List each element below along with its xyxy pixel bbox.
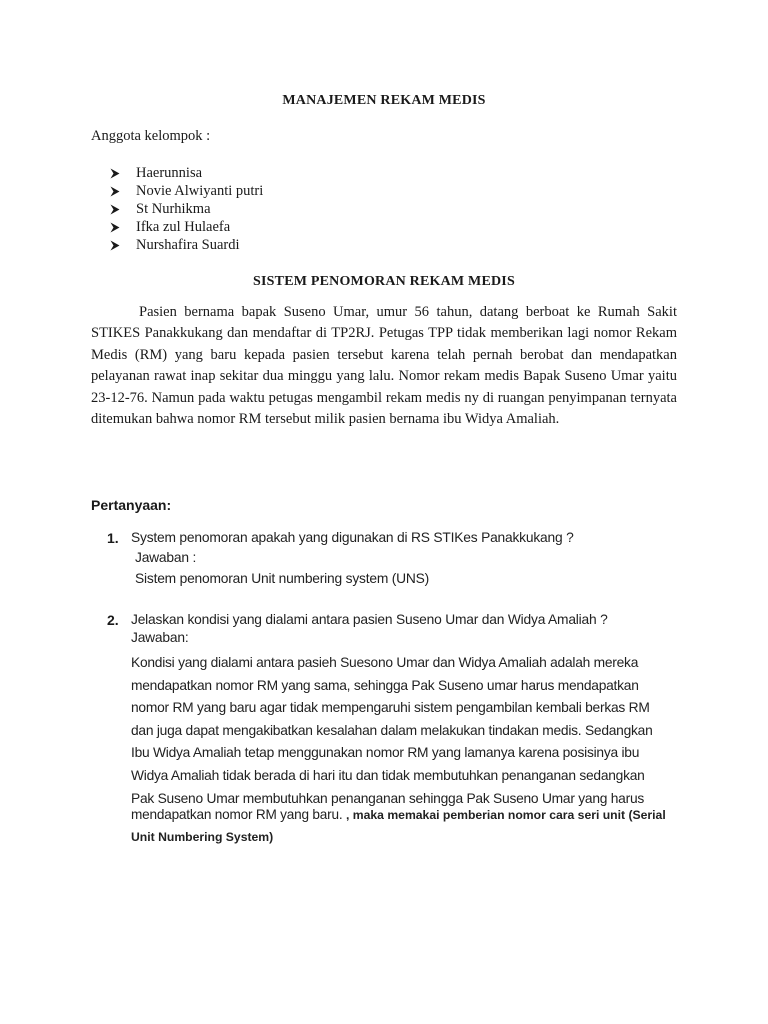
questions-header: Pertanyaan: [91, 497, 172, 513]
member-name: Haerunnisa [136, 165, 203, 181]
question-text: Jelaskan kondisi yang dialami antara pasien Suseno Umar dan Widya Amaliah ? [131, 612, 608, 627]
conclusion-text: mendapatkan nomor RM yang baru. [131, 807, 346, 822]
group-members-label: Anggota kelompok : [91, 128, 211, 144]
list-item [110, 218, 263, 236]
list-item [110, 200, 263, 218]
answer-2-conclusion [131, 804, 691, 848]
answer-line: Widya Amaliah tidak berada di hari itu dan tidak membutuhkan penanganan sedangkan [131, 767, 645, 783]
arrowhead-bullet-icon [110, 240, 136, 251]
answer-line: nomor RM yang baru agar tidak mempengaruhi sistem pengambilan kembali berkas RM [131, 700, 650, 716]
answer-label: Jawaban: [131, 630, 189, 645]
answer-2-body [131, 652, 661, 810]
answer-line: Ibu Widya Amaliah tetap menggunakan nomor RM yang lamanya karena posisinya ibu [131, 745, 640, 761]
list-item [110, 236, 263, 254]
member-list [110, 164, 263, 254]
answer-text: Sistem penomoran Unit numbering system (UNS) [135, 571, 430, 586]
section-title: SISTEM PENOMORAN REKAM MEDIS [253, 274, 515, 289]
member-name: St Nurhikma [136, 201, 211, 217]
answer-line: dan juga dapat mengakibatkan kesalahan dalam melakukan tindakan medis. Sedangkan [131, 722, 653, 738]
answer-line: Kondisi yang dialami antara pasieh Suesono Umar dan Widya Amaliah adalah mereka [131, 655, 639, 670]
arrowhead-bullet-icon [110, 222, 136, 233]
arrowhead-bullet-icon [110, 168, 136, 179]
arrowhead-bullet-icon [110, 204, 136, 215]
member-name: Novie Alwiyanti putri [136, 183, 264, 199]
arrowhead-bullet-icon [110, 186, 136, 197]
member-name: Nurshafira Suardi [136, 237, 240, 253]
conclusion-bold-text: , maka memakai pemberian nomor cara seri unit (Serial Unit Numbering System) [131, 808, 666, 844]
list-item [110, 164, 263, 182]
answer-line: Pak Suseno Umar membutuhkan penanganan sehingga Pak Suseno Umar yang harus [131, 790, 645, 806]
question-text: System penomoran apakah yang digunakan di RS STIKes Panakkukang ? [131, 530, 574, 545]
document-title: MANAJEMEN REKAM MEDIS [282, 93, 486, 108]
question-number: 2. [107, 612, 119, 628]
list-item [110, 182, 263, 200]
question-number: 1. [107, 530, 119, 546]
case-paragraph: Pasien bernama bapak Suseno Umar, umur 56 tahun, datang berboat ke Rumah Sakit STIKES Panakkukang dan mendaftar di TP2RJ. Petugas TPP tidak memberikan lagi nomor Rekam Medis (RM) yang baru kepada pasien tersebut karena telah pernah berobat dan mendapatkan pelayanan rawat inap sekitar dua minggu yang lalu. Nomor rekam medis Bapak Suseno Umar yaitu 23-12-76. Namun pada waktu petugas mengambil rekam medis ny di ruangan penyimpanan ternyata ditemukan bahwa nomor RM tersebut milik pasien bernama ibu Widya Amaliah. [91, 304, 677, 428]
answer-line: mendapatkan nomor RM yang sama, sehingga Pak Suseno umar harus mendapatkan [131, 677, 639, 693]
answer-label: Jawaban : [135, 550, 197, 565]
member-name: Ifka zul Hulaefa [136, 219, 231, 235]
